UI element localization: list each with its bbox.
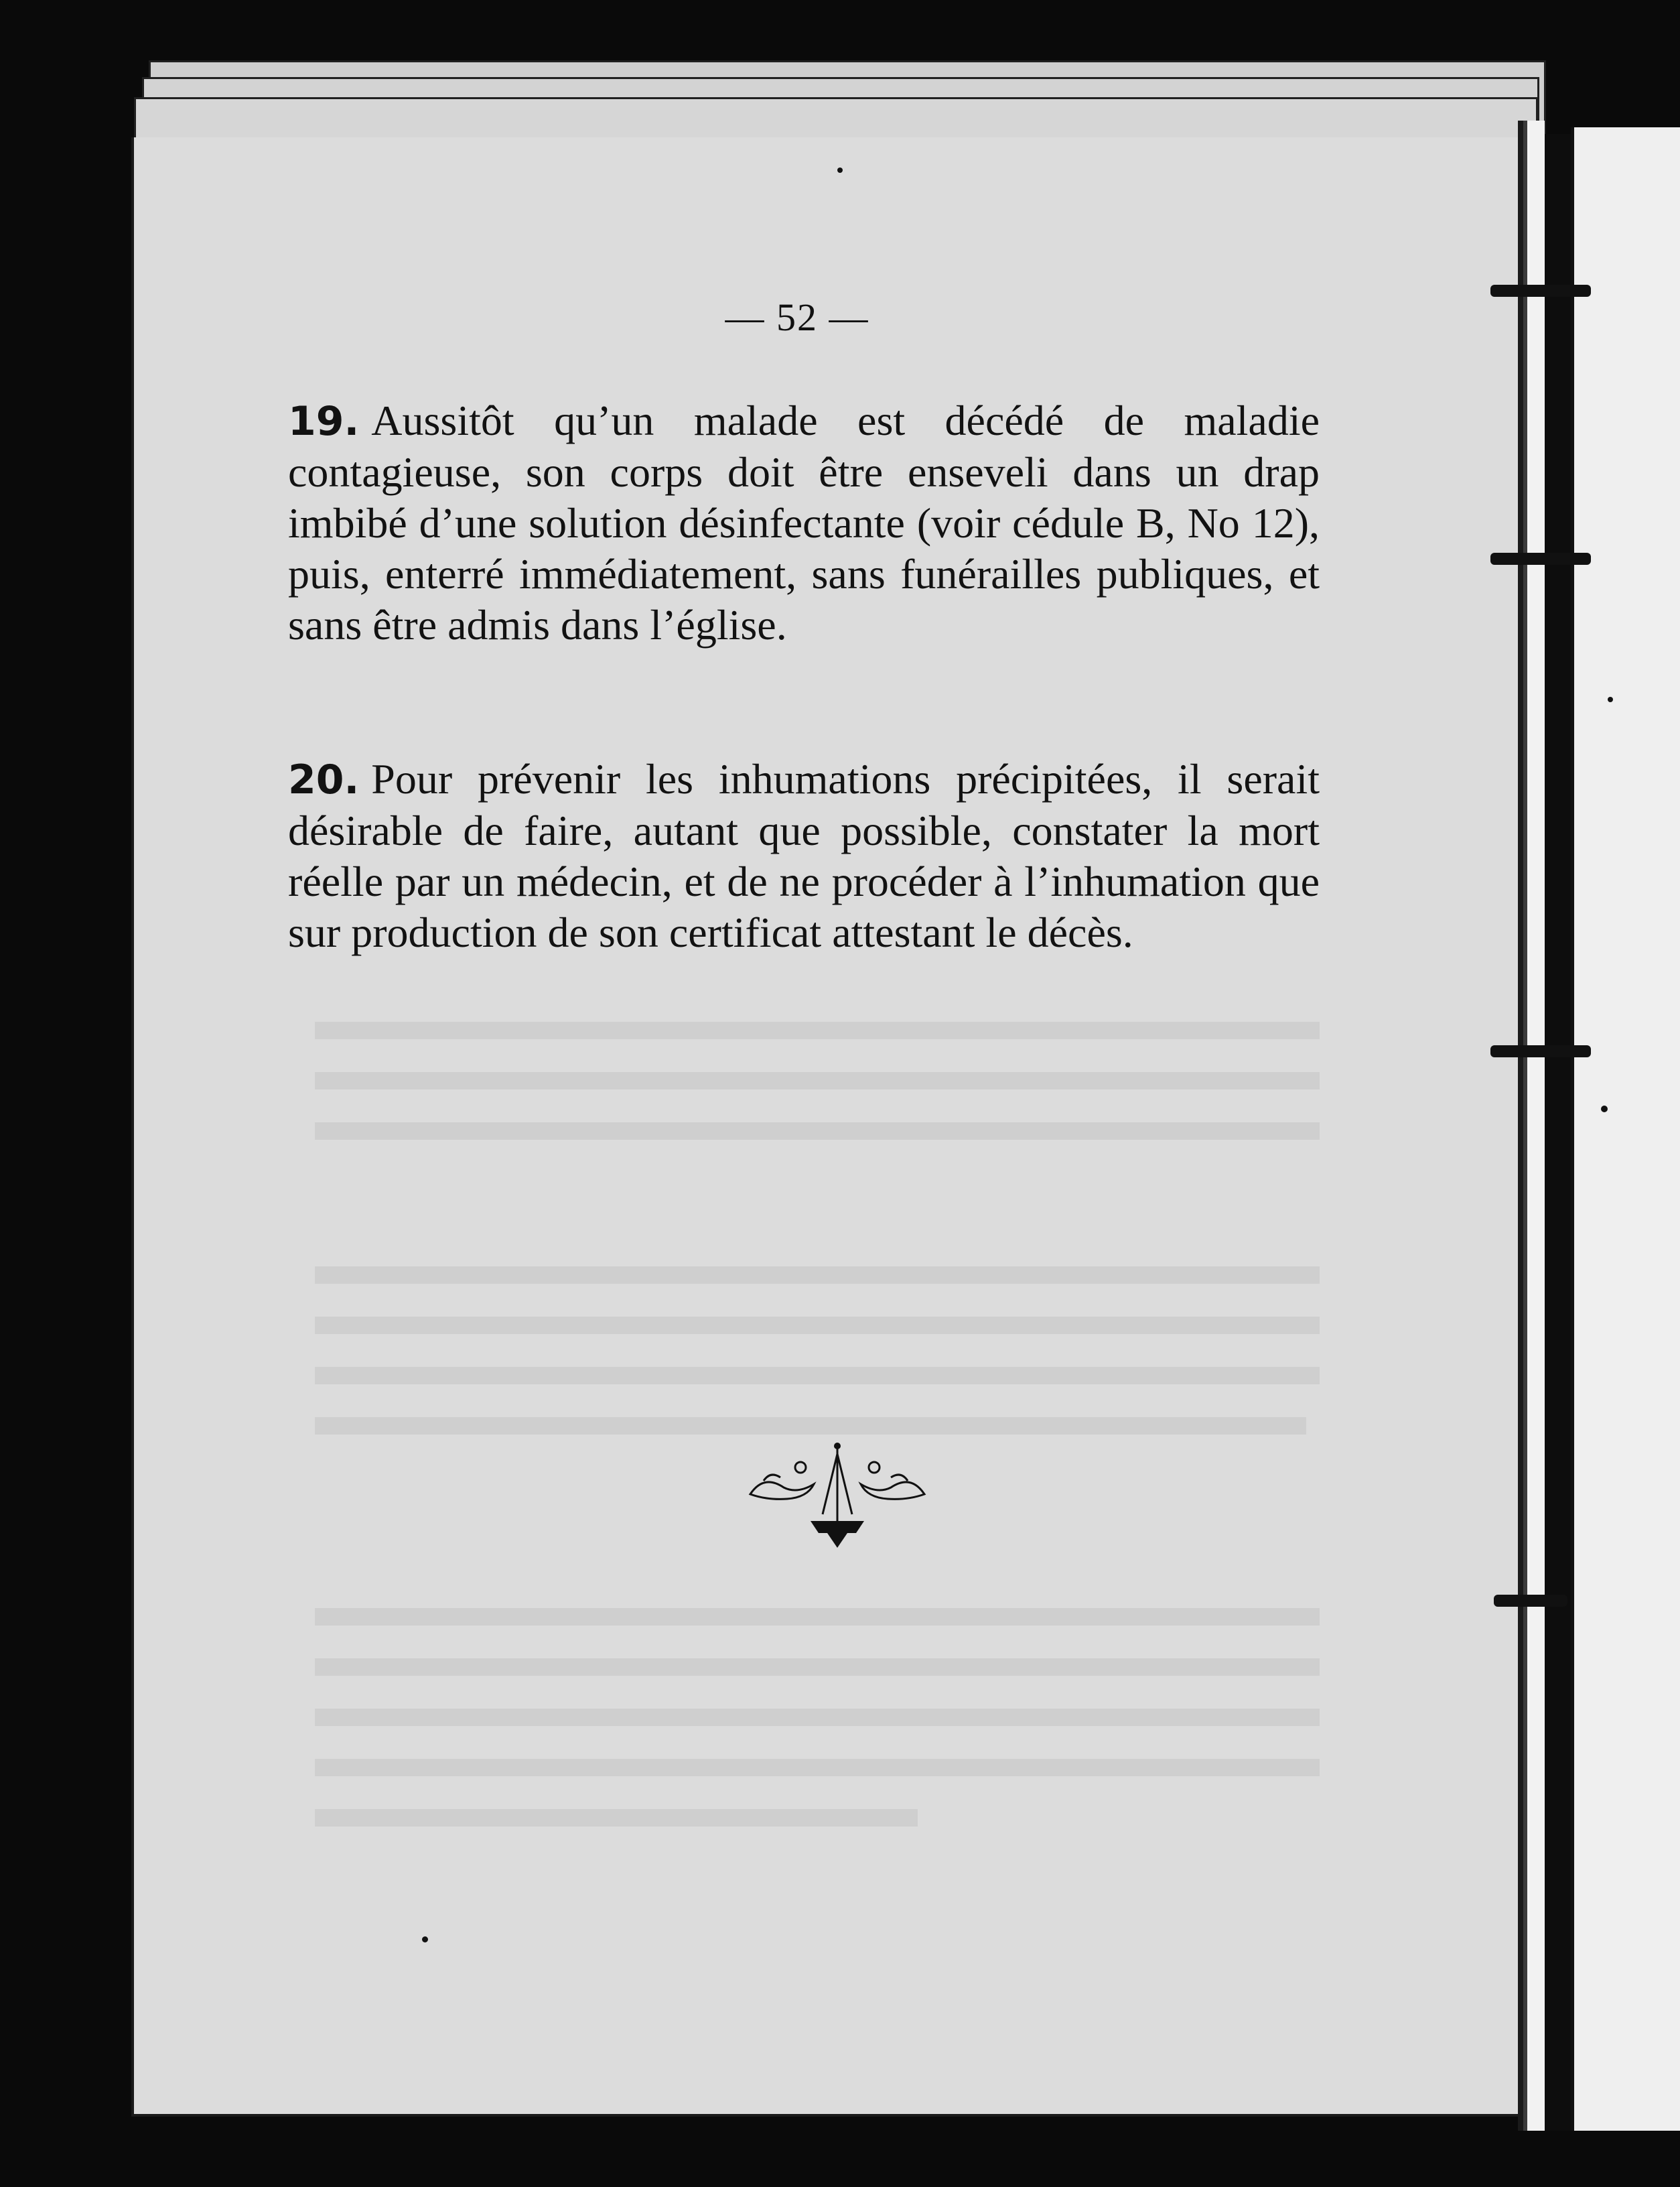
fleuron-ornament-icon: [737, 1441, 938, 1561]
binding-stitch: [1490, 553, 1591, 565]
paragraph-text: Pour prévenir les inhumations précipitées, il serait désirable de faire, autant que possible, constater la mort réelle par un médecin, et de ne procéder à l’inhumation que sur production de son certificat attestant le décès.: [288, 755, 1320, 956]
facing-page: [1571, 127, 1680, 2131]
binding-stitch: [1490, 1045, 1591, 1057]
binding: [1518, 121, 1545, 2131]
binding-stitch: [1494, 1595, 1567, 1607]
facing-page-edge: [1545, 134, 1571, 2131]
paragraph-number: 20.: [288, 756, 360, 803]
page-number: — 52 —: [725, 295, 869, 339]
binding-stitch: [1490, 285, 1591, 297]
paragraph-19: [288, 395, 1320, 651]
paragraph-number: 19.: [288, 398, 360, 445]
paragraph-text: Aussitôt qu’un malade est décédé de maladie contagieuse, son corps doit être enseveli dans un drap imbibé d’une solution désinfectante (voir cédule B, No 12), puis, enterré immédiatement, sans funérailles publiques, et sans être admis dans l’église.: [288, 397, 1320, 649]
paragraph-20: [288, 754, 1320, 958]
